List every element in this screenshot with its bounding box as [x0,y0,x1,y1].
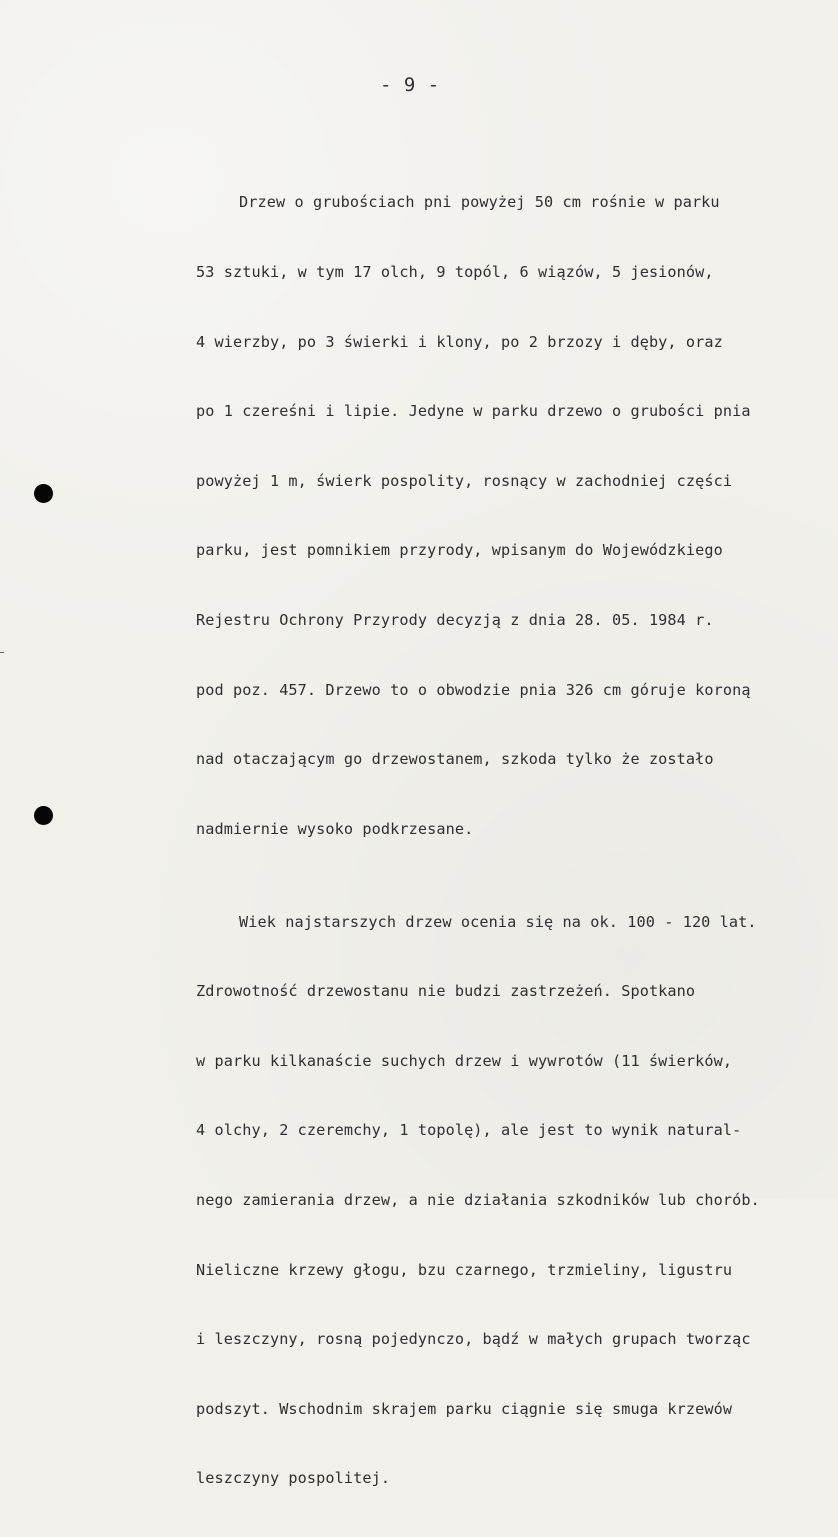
paragraph-2-line-8: podszyt. Wschodnim skrajem parku ciągnie się smuga krzewów [196,1399,733,1418]
paragraph-2-line-4: 4 olchy, 2 czeremchy, 1 topolę), ale jest to wynik natural- [196,1121,742,1140]
paragraph-1-line-4: po 1 czereśni i lipie. Jedyne w parku drzewo o grubości pnia [196,402,751,421]
paragraph-1-line-5: powyżej 1 m, świerk pospolity, rosnący w zachodniej części [196,471,733,490]
paragraph-2-line-7: i leszczyny, rosną pojedynczo, bądź w małych grupach tworząc [196,1330,751,1349]
left-edge-mark [0,652,4,653]
paragraph-2-line-5: nego zamierania drzew, a nie działania szkodników lub chorób. [196,1190,760,1209]
paragraph-1-line-6: parku, jest pomnikiem przyrody, wpisanym do Wojewódzkiego [196,541,723,560]
punch-hole-top [34,484,53,503]
paragraph-1-line-1: Drzew o grubościach pni powyżej 50 cm rośnie w parku [239,193,720,212]
paragraph-2-line-9: leszczyny pospolitej. [196,1469,391,1488]
paragraph-2-line-1: Wiek najstarszych drzew ocenia się na ok. 100 - 120 lat. [239,912,757,931]
paragraph-1-line-10: nadmiernie wysoko podkrzesane. [196,819,474,838]
paragraph-1-line-3: 4 wierzby, po 3 świerki i klony, po 2 brzozy i dęby, oraz [196,332,723,351]
page-number: - 9 - [380,74,440,96]
paragraph-1-line-7: Rejestru Ochrony Przyrody decyzją z dnia 28. 05. 1984 r. [196,610,714,629]
paragraph-2-line-2: Zdrowotność drzewostanu nie budzi zastrzeżeń. Spotkano [196,982,696,1001]
punch-hole-bottom [34,806,53,825]
paragraph-1-line-8: pod poz. 457. Drzewo to o obwodzie pnia 326 cm góruje koroną [196,680,751,699]
document-body [196,145,826,1537]
paragraph-1-line-9: nad otaczającym go drzewostanem, szkoda tylko że zostało [196,750,714,769]
paragraph-2-line-3: w parku kilkanaście suchych drzew i wywrotów (11 świerków, [196,1051,733,1070]
paragraph-1-line-2: 53 sztuki, w tym 17 olch, 9 topól, 6 wiązów, 5 jesionów, [196,263,714,281]
paragraph-2-line-6: Nieliczne krzewy głogu, bzu czarnego, trzmieliny, ligustru [196,1260,733,1279]
